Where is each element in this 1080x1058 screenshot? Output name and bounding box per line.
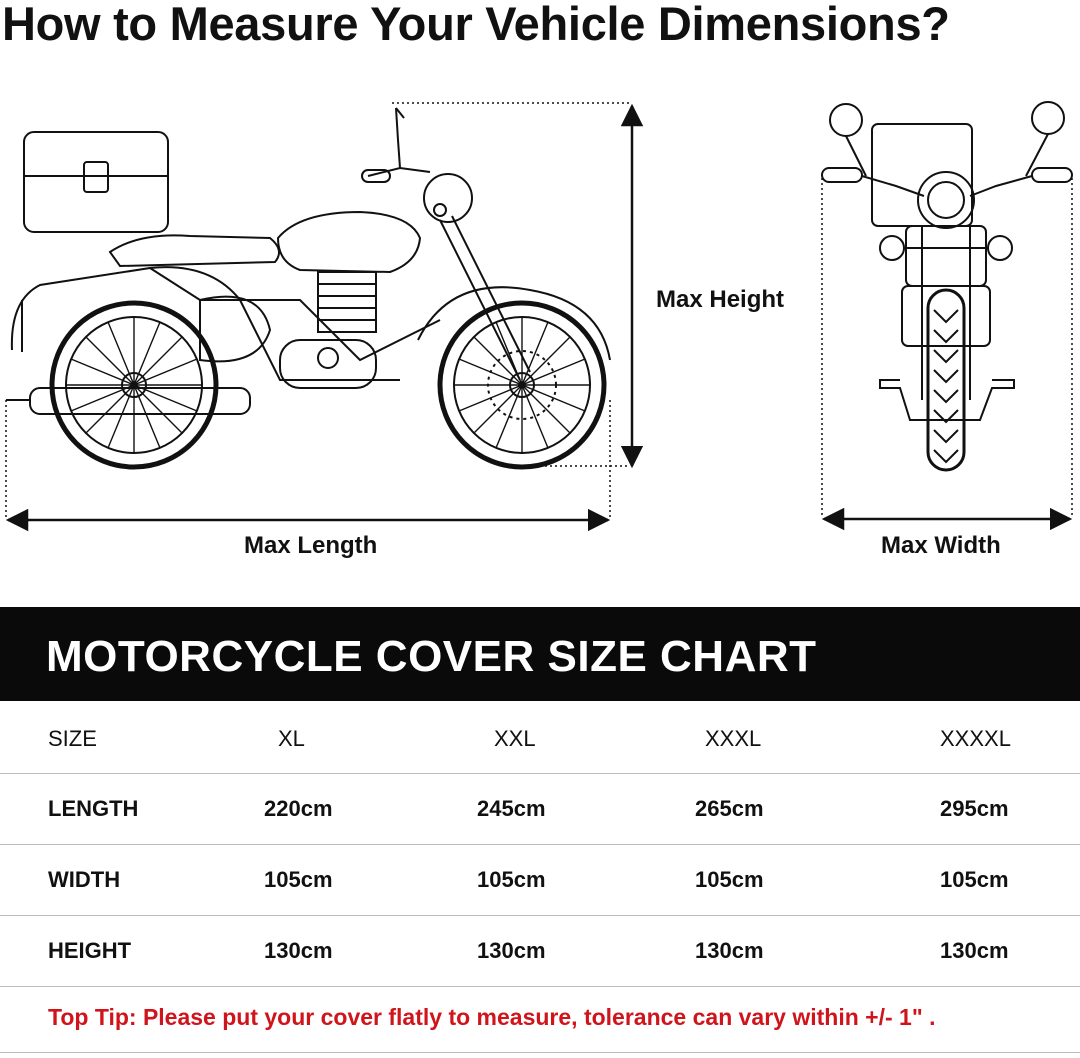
table-header-cell: XXL [477,705,695,774]
table-cell: 265cm [695,774,940,845]
motorcycle-front-illustration [822,102,1072,470]
table-row [0,845,1080,916]
table-cell: 130cm [695,916,940,987]
table-cell: 105cm [477,845,695,916]
motorcycle-side-illustration [6,108,610,467]
table-cell: 105cm [940,845,1080,916]
table-header-cell: XXXXL [940,705,1080,774]
table-header-cell: XL [264,705,477,774]
max-height-label: Max Height [656,286,785,313]
table-cell: 105cm [695,845,940,916]
page-title: How to Measure Your Vehicle Dimensions? [2,0,950,50]
max-length-label: Max Length [244,532,378,559]
table-cell: 130cm [940,916,1080,987]
table-cell: LENGTH [0,774,264,845]
table-row [0,774,1080,845]
max-width-label: Max Width [881,532,1001,559]
table-row [0,916,1080,987]
table-cell: 130cm [264,916,477,987]
table-cell: WIDTH [0,845,264,916]
table-header-cell: SIZE [0,705,264,774]
table-cell: HEIGHT [0,916,264,987]
size-chart-banner [0,607,1080,701]
table-cell: 220cm [264,774,477,845]
table-header-cell: XXXL [695,705,940,774]
table-cell: 245cm [477,774,695,845]
size-chart-table [0,705,1080,987]
table-header-row [0,705,1080,774]
bottom-divider [0,1052,1080,1053]
wheel-spokes [66,317,590,453]
size-chart-title: MOTORCYCLE COVER SIZE CHART [46,632,817,681]
measurement-illustration [0,90,1080,540]
front-dimension-guides [822,178,1072,519]
table-cell: 105cm [264,845,477,916]
table-cell: 295cm [940,774,1080,845]
top-tip-note: Top Tip: Please put your cover flatly to measure, tolerance can vary within +/- 1" . [48,1004,936,1030]
table-cell: 130cm [477,916,695,987]
